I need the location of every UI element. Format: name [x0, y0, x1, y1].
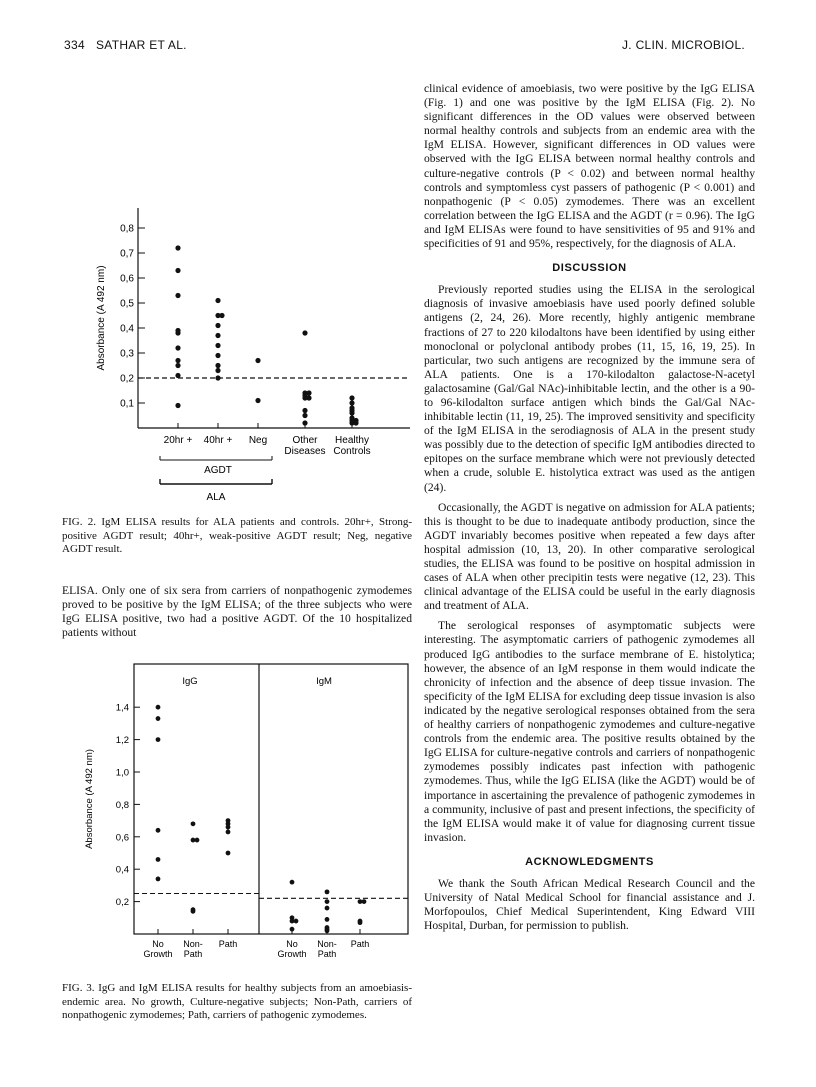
- data-point: [325, 928, 330, 933]
- y-tick-label: 0,6: [115, 832, 129, 844]
- panel-title: IgG: [182, 676, 198, 687]
- data-point: [215, 343, 220, 348]
- discussion-paragraph-1: Previously reported studies using the ELISA in the serological diagnosis of invasive amoebiasis have used poorly defined soluble antigens (2, 24, 26). More recently, highly antigenic membrane fractions of 27 to 220 kilodaltons have been identified by using either monoclonal or polyclonal antibody probes (11, 15, 16, 19, 25). In particular, two such antigens are recognized by the immune sera of ALA patients. One is a 170-kilodalton galactose-N-acetyl galactosamine (Gal/Gal NAc)-inhibitable lectin, and the other is a 90- to 96-kilodalton surface antigen which binds the Gal/Gal NAc-inhibitable lectin (11, 19, 25). The improved sensitivity and specificity of the IgM ELISA in the serodiagnosis of ALA in the present study was possibly due to the detection of specific IgM antibodies directed to epitopes on the surface membrane which were not previously detected when a crude, soluble E. histolytica extract was used as the antigen (24).: [424, 283, 755, 494]
- y-axis-label: Absorbance (A 492 nm): [84, 749, 95, 849]
- data-point: [156, 716, 161, 721]
- x-category-label: Path: [317, 949, 337, 959]
- y-tick-label: 0,8: [115, 799, 129, 811]
- x-category-label: Path: [218, 939, 238, 949]
- y-tick-label: 0,8: [120, 223, 134, 235]
- data-point: [358, 920, 363, 925]
- acknowledgments-heading: ACKNOWLEDGMENTS: [525, 855, 654, 868]
- figure-2-chart: [90, 108, 420, 518]
- discussion-paragraph-2: Occasionally, the AGDT is negative on admission for ALA patients; this is thought to be due to inadequate antibody production, since the AGDT invariably becomes positive when repeated a few days after hospital admission (10, 13, 20). In other comparative serological studies, the ELISA was found to be positive on hospital admission in cases of ALA when other precipitin tests were negative (12, 23). This clinical advantage of the ELISA could be useful in the early diagnosis and treatment of ALA.: [424, 500, 755, 613]
- data-point: [175, 373, 180, 378]
- y-tick-label: 0,4: [115, 864, 129, 876]
- y-tick-label: 1,0: [115, 767, 129, 779]
- left-paragraph: ELISA. Only one of six sera from carriers of nonpathogenic zymodemes proved to be positive by the IgM ELISA; of the three subjects who were IgG ELISA positive, two had a positive AGDT. Of the 10 hospitalized patients without: [62, 584, 412, 640]
- x-category-label: Diseases: [284, 446, 326, 457]
- data-point: [294, 919, 299, 924]
- data-point: [215, 353, 220, 358]
- x-category-label: 40hr +: [203, 435, 233, 446]
- data-point: [215, 333, 220, 338]
- data-point: [215, 368, 220, 373]
- x-category-label: Non-: [317, 939, 337, 949]
- data-point: [219, 313, 224, 318]
- acknowledgments-paragraph: We thank the South African Medical Research Council and the University of Natal Medical School for financial assistance and J. Morfopoulos, Chief Medical Superintendent, King Edward VIII Hospital, Durban, for permission to publish.: [424, 876, 755, 933]
- page-number: 334: [64, 38, 85, 52]
- y-tick-label: 0,5: [120, 298, 134, 310]
- data-point: [215, 323, 220, 328]
- y-axis-label: Absorbance (A 492 nm): [96, 265, 107, 371]
- data-point: [156, 877, 161, 882]
- x-category-label: Path: [183, 949, 203, 959]
- data-point: [195, 838, 200, 843]
- running-head-authors: SATHAR ET AL.: [96, 38, 187, 52]
- y-tick-label: 0,2: [115, 897, 129, 909]
- data-point: [325, 889, 330, 894]
- x-category-label: 20hr +: [163, 435, 193, 446]
- y-tick-label: 0,1: [120, 398, 134, 410]
- y-tick-label: 1,2: [115, 735, 129, 747]
- ala-group-label: ALA: [206, 492, 226, 503]
- data-point: [255, 398, 260, 403]
- data-point: [175, 358, 180, 363]
- data-point: [156, 737, 161, 742]
- data-point: [156, 705, 161, 710]
- x-category-label: Path: [350, 939, 370, 949]
- data-point: [175, 245, 180, 250]
- data-point: [302, 413, 307, 418]
- data-point: [325, 917, 330, 922]
- discussion-paragraph-3: The serological responses of asymptomatic subjects were interesting. The asymptomatic carriers of pathogenic zymodemes all produced IgG antibodies to the surface membrane of E. histolytica; however, the absence of an IgM response in them would indicate the chronicity of infection and the absence of deep tissue invasion. The specificity of the IgM ELISA for excluding deep tissue invasion is also indicated by the negative serological responses obtained from the sera of healthy carriers of nonpathogenic zymodemes and culture-negative controls from the endemic area. The positive results obtained by the IgG ELISA for culture-negative controls and carriers of nonpathogenic zymodemes possibly indicates past infection with pathogenic zymodemes. Thus, while the IgG ELISA (like the AGDT) would be of importance in ascertaining the prevalence of pathogenic zymodemes in a community, inclusive of past and present infections, the specificity of the IgM ELISA would make it of value for diagnosing current tissue invasion.: [424, 619, 755, 844]
- x-category-label: Growth: [277, 949, 307, 959]
- x-category-label: Other: [292, 435, 318, 446]
- data-point: [362, 899, 367, 904]
- data-point: [255, 358, 260, 363]
- left-body-text: [62, 584, 412, 640]
- x-category-label: Neg: [248, 435, 268, 446]
- x-category-label: Controls: [333, 446, 371, 457]
- y-tick-label: 0,3: [120, 348, 134, 360]
- x-category-label: Non-: [183, 939, 203, 949]
- data-point: [302, 330, 307, 335]
- right-column: [424, 82, 755, 933]
- data-point: [215, 298, 220, 303]
- data-point: [349, 410, 354, 415]
- figure-2-caption: FIG. 2. IgM ELISA results for ALA patients and controls. 20hr+, Strong-positive AGDT result; 40hr+, weak-positive AGDT result; Neg, negative AGDT result.: [62, 516, 412, 556]
- data-point: [175, 268, 180, 273]
- x-category-label: Growth: [143, 949, 173, 959]
- data-point: [349, 400, 354, 405]
- y-tick-label: 0,7: [120, 248, 134, 260]
- data-point: [215, 375, 220, 380]
- x-category-label: No: [152, 939, 164, 949]
- data-point: [325, 899, 330, 904]
- data-point: [302, 420, 307, 425]
- data-point: [302, 408, 307, 413]
- data-point: [191, 821, 196, 826]
- data-point: [226, 825, 231, 830]
- data-point: [175, 345, 180, 350]
- data-point: [349, 395, 354, 400]
- panel-title: IgM: [316, 676, 332, 687]
- data-point: [175, 330, 180, 335]
- figure-3-caption: FIG. 3. IgG and IgM ELISA results for healthy subjects from an amoebiasis-endemic area. No growth, Culture-negative subjects; Non-Path, carriers of nonpathogenic zymodemes; Path, carriers of pathogenic zymodemes.: [62, 982, 412, 1022]
- running-head-journal: J. CLIN. MICROBIOL.: [622, 38, 746, 52]
- figure-3-chart: [62, 660, 412, 980]
- agdt-group-label: AGDT: [204, 465, 232, 476]
- data-point: [156, 828, 161, 833]
- data-point: [175, 363, 180, 368]
- data-point: [226, 830, 231, 835]
- results-continued-paragraph: clinical evidence of amoebiasis, two were positive by the IgG ELISA (Fig. 1) and one was positive by the IgM ELISA (Fig. 2). No significant differences in the OD values were observed between normal healthy controls and subjects from an endemic area with the IgM ELISA. However, significant differences in OD values were observed with the IgG ELISA between normal healthy controls and culture-negative controls (P < 0.02) and between normal healthy controls and symptomless cyst passers of pathogenic (P < 0.001) and nonpathogenic (P < 0.05) zymodemes. There was an excellent correlation between the IgG ELISA and the AGDT (r = 0.96). The IgG and IgM ELISAs were found to have sensitivities of 95 and 91% and specificities of 91 and 95%, respectively, for the diagnosis of ALA.: [424, 82, 755, 251]
- x-category-label: Healthy: [335, 435, 369, 446]
- data-point: [306, 395, 311, 400]
- data-point: [175, 293, 180, 298]
- data-point: [191, 909, 196, 914]
- data-point: [353, 420, 358, 425]
- x-category-label: No: [286, 939, 298, 949]
- data-point: [215, 363, 220, 368]
- data-point: [156, 857, 161, 862]
- data-point: [290, 927, 295, 932]
- discussion-heading: DISCUSSION: [552, 262, 627, 275]
- data-point: [226, 851, 231, 856]
- y-tick-label: 1,4: [115, 702, 129, 714]
- y-tick-label: 0,4: [120, 323, 134, 335]
- data-point: [325, 906, 330, 911]
- data-point: [290, 880, 295, 885]
- y-tick-label: 0,2: [120, 373, 134, 385]
- data-point: [175, 403, 180, 408]
- y-tick-label: 0,6: [120, 273, 134, 285]
